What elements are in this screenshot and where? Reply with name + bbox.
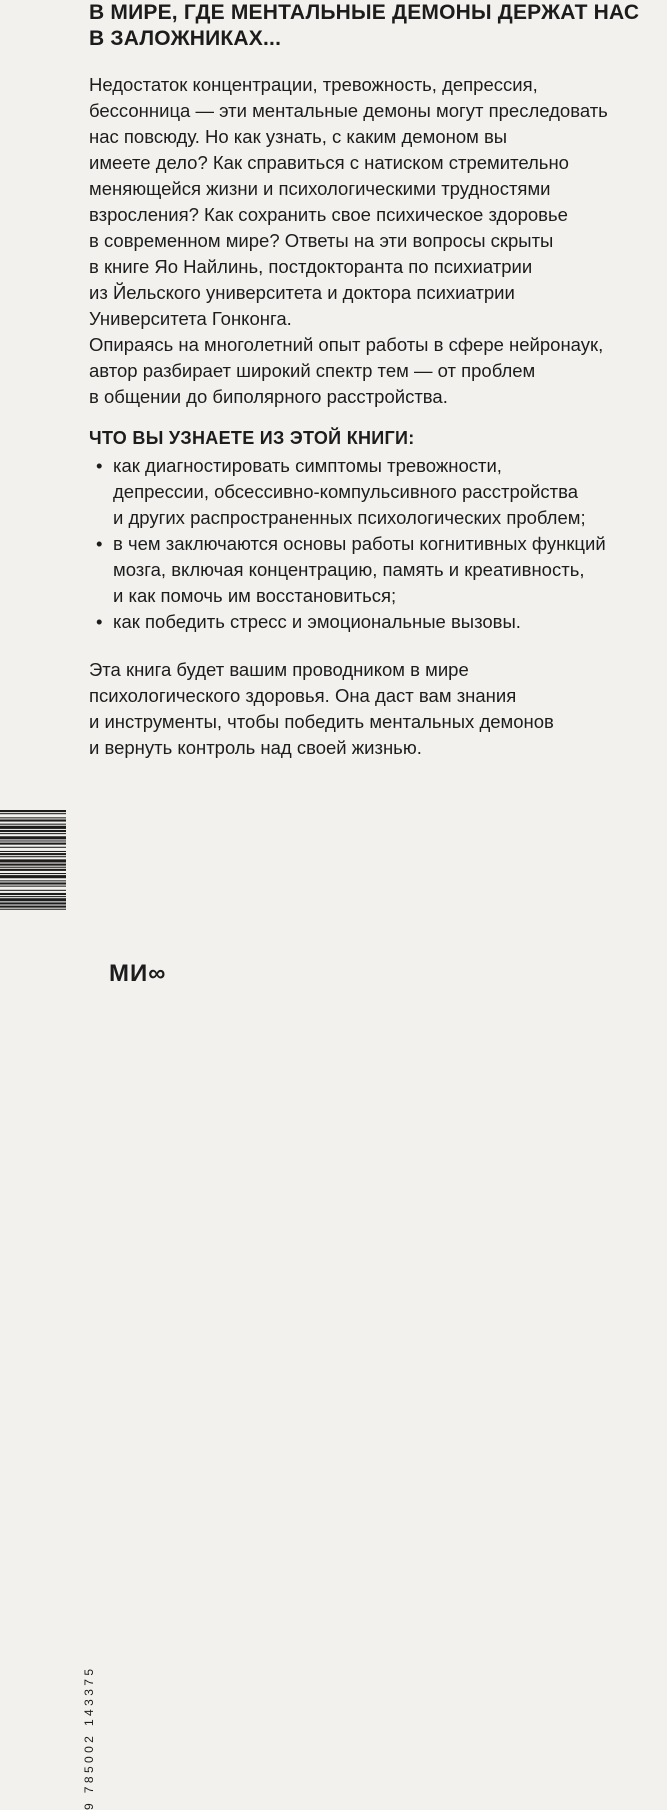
barcode-bar — [0, 847, 66, 848]
isbn-barcode — [0, 810, 96, 1810]
barcode-bar — [0, 840, 66, 841]
back-cover-heading — [89, 0, 649, 52]
text-line: и как помочь им восстановиться; — [113, 585, 397, 606]
barcode-bar — [0, 810, 66, 812]
barcode-bar — [0, 853, 66, 855]
barcode-bar — [0, 813, 66, 814]
barcode-bar — [0, 864, 66, 866]
barcode-bar — [0, 893, 66, 895]
text-line: в современном мире? Ответы на эти вопросы скрыты — [89, 230, 554, 251]
text-line: психологического здоровья. Она даст вам знания — [89, 685, 517, 706]
barcode-bar — [0, 843, 66, 845]
learn-section-title: ЧТО ВЫ УЗНАЕТЕ ИЗ ЭТОЙ КНИГИ: — [89, 428, 415, 448]
text-line: Недостаток концентрации, тревожность, депрессия, — [89, 74, 538, 95]
text-line: как диагностировать симптомы тревожности, — [113, 455, 502, 476]
text-line: нас повсюду. Но как узнать, с каким демоном вы — [89, 126, 508, 147]
closing-paragraph — [89, 657, 659, 761]
text-line: из Йельского университета и доктора психиатрии — [89, 282, 515, 303]
text-line: и вернуть контроль над своей жизнью. — [89, 737, 422, 758]
isbn-number: 9 785002 143375 — [82, 1665, 96, 1810]
barcode-bar — [0, 882, 66, 884]
barcode-bar — [0, 875, 66, 878]
bullet-icon: • — [96, 611, 103, 632]
barcode-bar — [0, 817, 66, 818]
barcode-bar — [0, 830, 66, 832]
barcode-bar — [0, 856, 66, 857]
list-item — [89, 531, 664, 609]
barcode-bar — [0, 909, 66, 910]
text-line: депрессии, обсессивно-компульсивного расстройства — [113, 481, 579, 502]
barcode-bar — [0, 896, 66, 897]
barcode-bar — [0, 824, 66, 825]
barcode-bar — [0, 859, 66, 862]
text-line: Университета Гонконга. — [89, 308, 292, 329]
text-line: имеете дело? Как справиться с натиском стремительно — [89, 152, 569, 173]
text-line: Эта книга будет вашим проводником в мире — [89, 659, 469, 680]
text-line: как победить стресс и эмоциональные вызовы. — [113, 611, 521, 632]
text-line: и других распространенных психологических проблем; — [113, 507, 586, 528]
text-line: в чем заключаются основы работы когнитивных функций — [113, 533, 606, 554]
intro-paragraph — [89, 72, 659, 410]
text-line: и инструменты, чтобы победить ментальных демонов — [89, 711, 554, 732]
barcode-bar — [0, 890, 66, 891]
barcode-bar — [0, 886, 66, 887]
barcode-bar — [0, 826, 66, 829]
heading-line: В ЗАЛОЖНИКАХ... — [89, 27, 282, 50]
list-item — [89, 609, 664, 635]
barcode-bar — [0, 836, 66, 839]
barcode-bar — [0, 880, 66, 881]
bullet-icon: • — [96, 455, 103, 476]
barcode-bar — [0, 869, 66, 871]
bullet-icon: • — [96, 533, 103, 554]
text-line: в книге Яо Найлинь, постдокторанта по психиатрии — [89, 256, 533, 277]
barcode-bar — [0, 902, 66, 904]
text-line: мозга, включая концентрацию, память и креативность, — [113, 559, 585, 580]
barcode-icon — [0, 810, 66, 1000]
barcode-bar — [0, 873, 66, 874]
barcode-bar — [0, 898, 66, 901]
text-line: меняющейся жизни и психологическими трудностями — [89, 178, 551, 199]
text-line: в общении до биполярного расстройства. — [89, 386, 448, 407]
barcode-bar — [0, 851, 66, 852]
barcode-bar — [0, 819, 66, 821]
barcode-bar — [0, 867, 66, 868]
text-line: взросления? Как сохранить свое психическое здоровье — [89, 204, 568, 225]
list-item — [89, 453, 664, 531]
text-line: автор разбирает широкий спектр тем — от проблем — [89, 360, 536, 381]
publisher-logo: МИ∞ — [109, 960, 167, 987]
heading-line: В МИРЕ, ГДЕ МЕНТАЛЬНЫЕ ДЕМОНЫ ДЕРЖАТ НАС — [89, 1, 640, 24]
barcode-bar — [0, 906, 66, 908]
barcode-bar — [0, 833, 66, 834]
learn-list — [89, 453, 664, 635]
text-line: бессонница — эти ментальные демоны могут преследовать — [89, 100, 608, 121]
text-line: Опираясь на многолетний опыт работы в сфере нейронаук, — [89, 334, 604, 355]
